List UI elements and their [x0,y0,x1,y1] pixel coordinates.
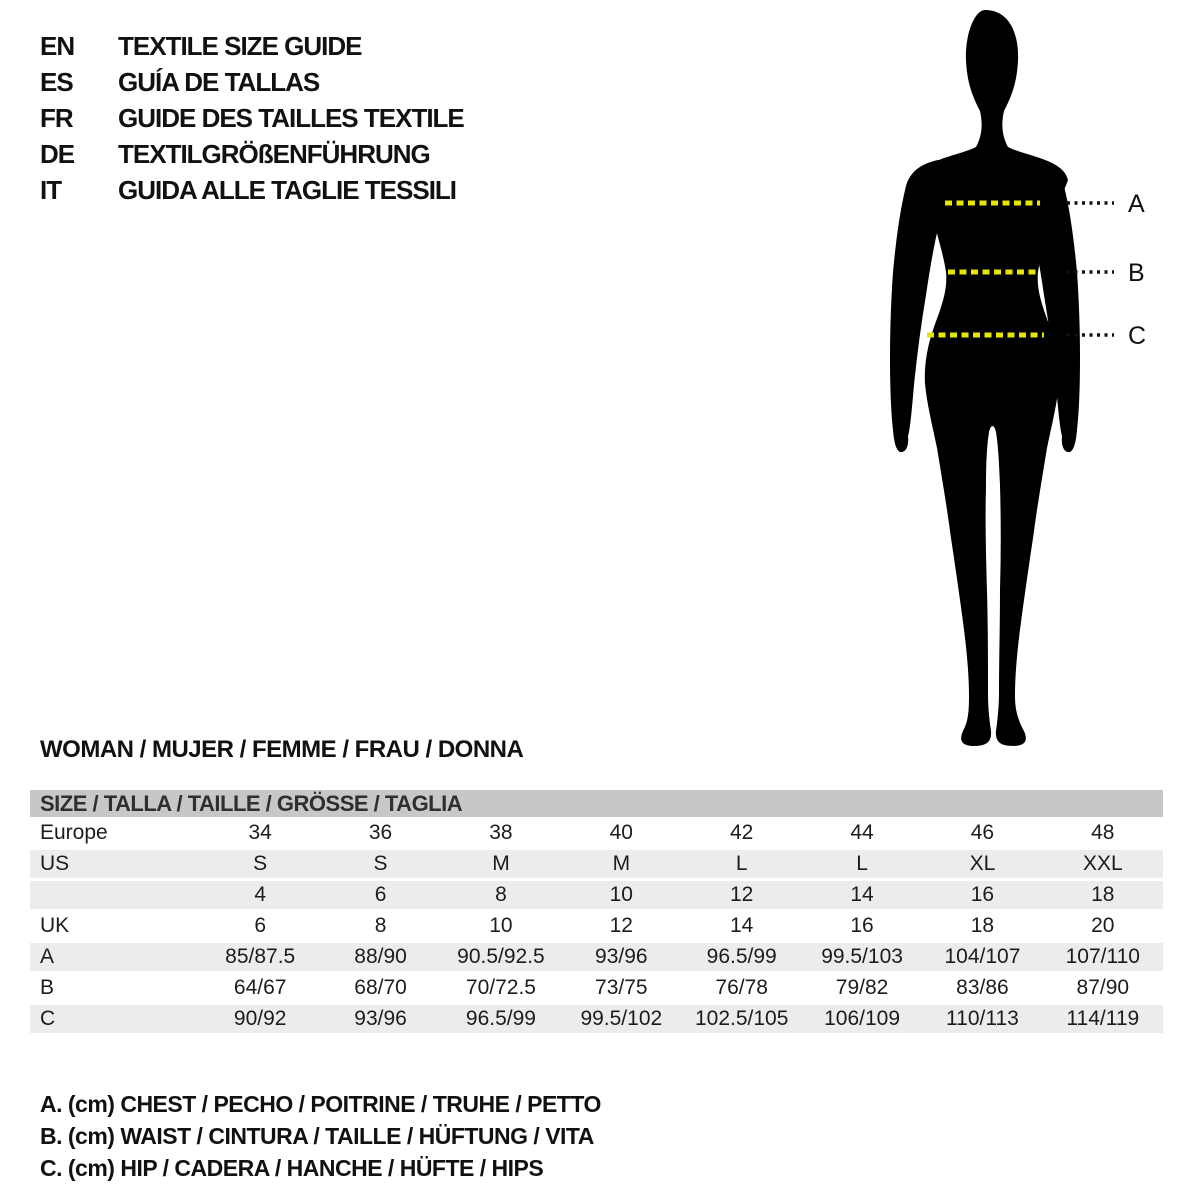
size-cell: S [253,852,268,875]
size-cell: 87/90 [1076,975,1130,999]
language-title: TEXTILGRÖßENFÜHRUNG [118,138,430,169]
size-cell: 14 [850,883,874,906]
legend-line: B. (cm) WAIST / CINTURA / TAILLE / HÜFTUNG / VITA [40,1123,594,1149]
row-label: A [40,945,55,968]
size-cell: 93/96 [354,1007,407,1030]
measurement-legend [40,1088,601,1184]
size-cell: 8 [374,913,387,937]
row-label: C [40,1007,56,1030]
size-cell: 70/72.5 [465,975,536,999]
size-cell: 88/90 [354,945,407,968]
size-cell: 46 [970,820,995,844]
size-cell: M [612,852,631,875]
size-cell: 106/109 [824,1007,901,1030]
section-title-woman: WOMAN / MUJER / FEMME / FRAU / DONNA [40,736,524,763]
size-cell: 40 [609,820,633,844]
size-cell: L [856,852,868,875]
legend-line: C. (cm) HIP / CADERA / HANCHE / HÜFTE / HIPS [40,1155,544,1181]
size-cell: L [735,852,748,875]
language-row [40,28,464,64]
size-cell: 79/82 [835,975,889,999]
size-cell: 90.5/92.5 [457,945,545,968]
language-row [40,172,464,208]
size-cell: 90/92 [233,1007,287,1030]
size-cell: 16 [970,883,995,906]
row-label: B [40,975,55,999]
size-cell: 12 [730,883,754,906]
legend-line: A. (cm) CHEST / PECHO / POITRINE / TRUHE / PETTO [40,1091,601,1117]
language-title: GUÍA DE TALLAS [118,66,320,97]
table-row [30,817,1163,848]
table-row [30,972,1163,1003]
size-cell: 36 [368,820,393,844]
size-cell: 73/75 [595,975,648,999]
size-cell: 20 [1091,913,1115,937]
size-cell: 4 [254,883,267,906]
size-cell: 96.5/99 [706,945,777,968]
language-code: ES [40,66,73,97]
language-code: DE [40,138,75,169]
size-cell: 99.5/103 [821,945,903,968]
marker-label-b: B [1128,259,1145,287]
size-cell: 42 [730,820,754,844]
size-table-header: SIZE / TALLA / TAILLE / GRÖSSE / TAGLIA [30,790,1163,817]
language-title: GUIDE DES TAILLES TEXTILE [118,102,464,133]
size-cell: 85/87.5 [225,945,296,968]
marker-label-a: A [1128,190,1145,218]
language-title: GUIDA ALLE TAGLIE TESSILI [118,174,457,205]
language-code: EN [40,30,75,61]
size-cell: 83/86 [956,975,1009,999]
size-cell: 110/113 [946,1007,1019,1030]
size-cell: 8 [495,883,507,906]
size-cell: 6 [254,913,267,937]
woman-silhouette [916,10,1068,746]
size-cell: 102.5/105 [694,1007,789,1030]
row-label: UK [40,913,70,937]
size-cell: XXL [1082,852,1123,875]
size-cell: 10 [489,913,513,937]
size-cell: 44 [850,820,874,844]
language-title: TEXTILE SIZE GUIDE [118,30,362,61]
size-cell: 16 [850,913,874,937]
size-table [30,790,1163,1034]
marker-label-c: C [1128,322,1147,350]
size-cell: 104/107 [944,945,1021,968]
size-cell: 48 [1091,820,1115,844]
size-cell: 114/119 [1066,1007,1140,1030]
size-cell: M [492,852,510,875]
table-row [30,848,1163,879]
row-label: US [40,852,70,875]
size-cell: XL [969,852,996,875]
language-row [40,100,464,136]
measurement-figure [860,0,1200,760]
table-row [30,1003,1163,1034]
size-cell: 34 [248,820,272,844]
table-row [30,910,1163,941]
size-cell: 107/110 [1065,945,1140,968]
language-row [40,136,464,172]
table-row [30,941,1163,972]
size-cell: 38 [489,820,513,844]
size-cell: 76/78 [715,975,768,999]
language-row [40,64,464,100]
size-table-body [30,817,1163,1034]
language-title-block [40,28,464,208]
size-cell: 68/70 [354,975,407,999]
size-cell: 64/67 [233,975,287,999]
size-cell: S [373,852,388,875]
size-cell: 14 [730,913,754,937]
language-code: FR [40,102,73,133]
size-cell: 93/96 [595,945,648,968]
size-cell: 6 [374,883,387,906]
language-code: IT [40,174,62,205]
size-cell: 12 [609,913,633,937]
table-row [30,879,1163,910]
size-cell: 96.5/99 [465,1007,536,1030]
woman-figure-svg [860,0,1200,760]
size-cell: 99.5/102 [580,1007,663,1030]
size-cell: 10 [609,883,633,906]
size-cell: 18 [970,913,995,937]
size-cell: 18 [1091,883,1115,906]
row-label: Europe [40,820,108,844]
